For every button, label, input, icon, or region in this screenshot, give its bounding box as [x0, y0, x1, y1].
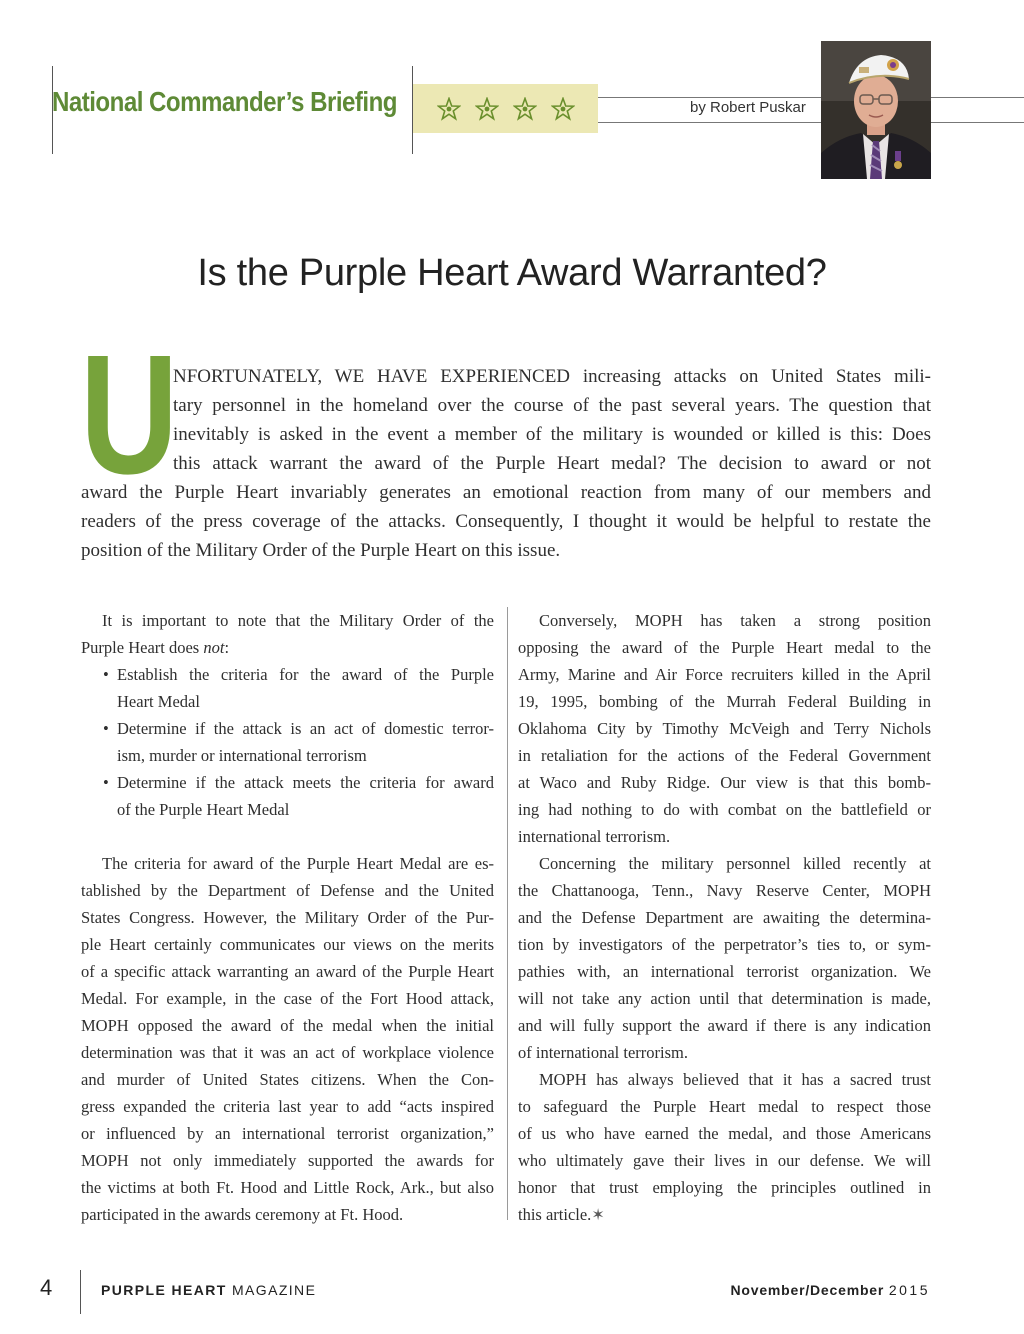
star-band — [413, 84, 598, 133]
left-column-line: ple Heart certainly communicates our views on the merits — [81, 935, 494, 954]
right-column-line: tion by investigators of the perpetrator’s ties to, or sym- — [518, 935, 931, 954]
right-column-line: of international terrorism. — [518, 1043, 688, 1062]
left-column-line: It is important to note that the Military Order of the — [102, 611, 494, 630]
right-column-line: at Waco and Ruby Ridge. Our view is that this bomb- — [518, 773, 931, 792]
right-column-line: honor that trust employing the principles outlined in — [518, 1178, 931, 1197]
magazine-name — [101, 1282, 316, 1298]
left-column-line: The criteria for award of the Purple Heart Medal are es- — [102, 854, 494, 873]
left-column-line: participated in the awards ceremony at Ft. Hood. — [81, 1205, 404, 1224]
magazine-name-rest: MAGAZINE — [226, 1282, 317, 1298]
right-column-line: and the Defense Department are awaiting the determina- — [518, 908, 931, 927]
right-column-line: Conversely, MOPH has taken a strong position — [539, 611, 931, 630]
issue-months: November/December — [730, 1282, 885, 1298]
left-column-line: and murder of United States citizens. When the Con- — [81, 1070, 494, 1089]
right-column-line: Army, Marine and Air Force recruiters killed in the April — [518, 665, 931, 684]
drop-cap: U — [80, 320, 179, 510]
author-portrait-image — [821, 41, 931, 179]
right-column-line: pathies with, an international terrorist organization. We — [518, 962, 931, 981]
star-icon — [475, 97, 499, 121]
bullet-line: Determine if the attack is an act of domestic terror- — [117, 719, 494, 738]
bullet-icon: • — [103, 719, 109, 738]
author-portrait — [821, 41, 931, 179]
left-column-line — [81, 634, 494, 661]
intro-line: award the Purple Heart invariably generates an emotional reaction from many of our members and — [81, 482, 931, 503]
issue-year: 2015 — [888, 1282, 930, 1298]
right-column-line — [518, 1201, 931, 1229]
left-column-line: Medal. For example, in the case of the Fort Hood attack, — [81, 989, 494, 1008]
star-icon — [513, 97, 537, 121]
right-column-line: international terrorism. — [518, 827, 671, 846]
right-column-line: who ultimately gave their lives in our defense. We will — [518, 1151, 931, 1170]
left-column-line: States Congress. However, the Military Order of the Pur- — [81, 908, 494, 927]
intro-line: inevitably is asked in the event a member of the military is wounded or killed is this: Does — [173, 424, 931, 445]
closing-text: this article. — [518, 1205, 592, 1224]
header-rule-bottom-right — [931, 122, 1024, 123]
lead-text: Purple Heart does — [81, 638, 204, 657]
issue-date — [730, 1282, 930, 1298]
bullet-line: Determine if the attack meets the criteria for award — [117, 773, 494, 792]
right-column-line: Concerning the military personnel killed recently at — [539, 854, 931, 873]
intro-line: readers of the press coverage of the attacks. Consequently, I thought it would be helpful to restate the — [81, 511, 931, 532]
right-column-line: will not take any action until that determination is made, — [518, 989, 931, 1008]
left-column-line: the victims at both Ft. Hood and Little Rock, Ark., but also — [81, 1178, 494, 1197]
right-column-line: to safeguard the Purple Heart medal to respect those — [518, 1097, 931, 1116]
right-column-line: in retaliation for the actions of the Federal Government — [518, 746, 931, 765]
left-column-line: MOPH not only immediately supported the awards for — [81, 1151, 494, 1170]
right-column-line: MOPH has always believed that it has a sacred trust — [539, 1070, 931, 1089]
header-rule-top — [598, 97, 821, 98]
bullet-line: ism, murder or international terrorism — [117, 746, 367, 765]
footer-divider — [80, 1270, 81, 1314]
right-column-line: and will fully support the award if there is any indication — [518, 1016, 931, 1035]
end-mark-icon: ✶ — [591, 1207, 605, 1224]
left-column-line: or influenced by an international terrorist organization,” — [81, 1124, 494, 1143]
right-column-line: Oklahoma City by Timothy McVeigh and Terry Nichols — [518, 719, 931, 738]
left-column-line: gress expanded the criteria last year to add “acts inspired — [81, 1097, 494, 1116]
magazine-name-bold: PURPLE HEART — [101, 1282, 227, 1298]
section-title: National Commander’s Briefing — [52, 86, 397, 117]
column-divider — [507, 607, 508, 1220]
bullet-icon: • — [103, 773, 109, 792]
article-headline: Is the Purple Heart Award Warranted? — [197, 252, 827, 294]
intro-line: NFORTUNATELY, WE HAVE EXPERIENCED increasing attacks on United States mili- — [173, 366, 931, 387]
byline: by Robert Puskar — [690, 99, 806, 116]
emphasis-not: not — [203, 638, 225, 657]
header-rule-bottom — [598, 122, 821, 123]
bullet-icon: • — [103, 665, 109, 684]
left-column-line: MOPH opposed the award of the medal when the initial — [81, 1016, 494, 1035]
right-column-line: 19, 1995, bombing of the Murrah Federal Building in — [518, 692, 931, 711]
right-column-line: of us who have earned the medal, and those Americans — [518, 1124, 931, 1143]
page-number: 4 — [40, 1275, 53, 1300]
lead-colon: : — [224, 638, 230, 657]
header-rule-top-right — [931, 97, 1024, 98]
intro-line: tary personnel in the homeland over the course of the past several years. The question that — [173, 395, 931, 416]
bullet-line: of the Purple Heart Medal — [117, 800, 290, 819]
star-icon — [551, 97, 575, 121]
bullet-line: Heart Medal — [117, 692, 200, 711]
intro-line: position of the Military Order of the Purple Heart on this issue. — [81, 540, 561, 561]
left-column-line: determination was that it was an act of workplace violence — [81, 1043, 494, 1062]
right-column-line: opposing the award of the Purple Heart medal to the — [518, 638, 931, 657]
bullet-line: Establish the criteria for the award of the Purple — [117, 665, 494, 684]
star-icon — [437, 97, 461, 121]
right-column-line: ing had nothing to do with combat on the battlefield or — [518, 800, 931, 819]
intro-line: this attack warrant the award of the Purple Heart medal? The decision to award or not — [173, 453, 931, 474]
right-column-line: the Chattanooga, Tenn., Navy Reserve Center, MOPH — [518, 881, 931, 900]
left-column-line: of a specific attack warranting an award of the Purple Heart — [81, 962, 494, 981]
left-column-line: tablished by the Department of Defense and the United — [81, 881, 494, 900]
